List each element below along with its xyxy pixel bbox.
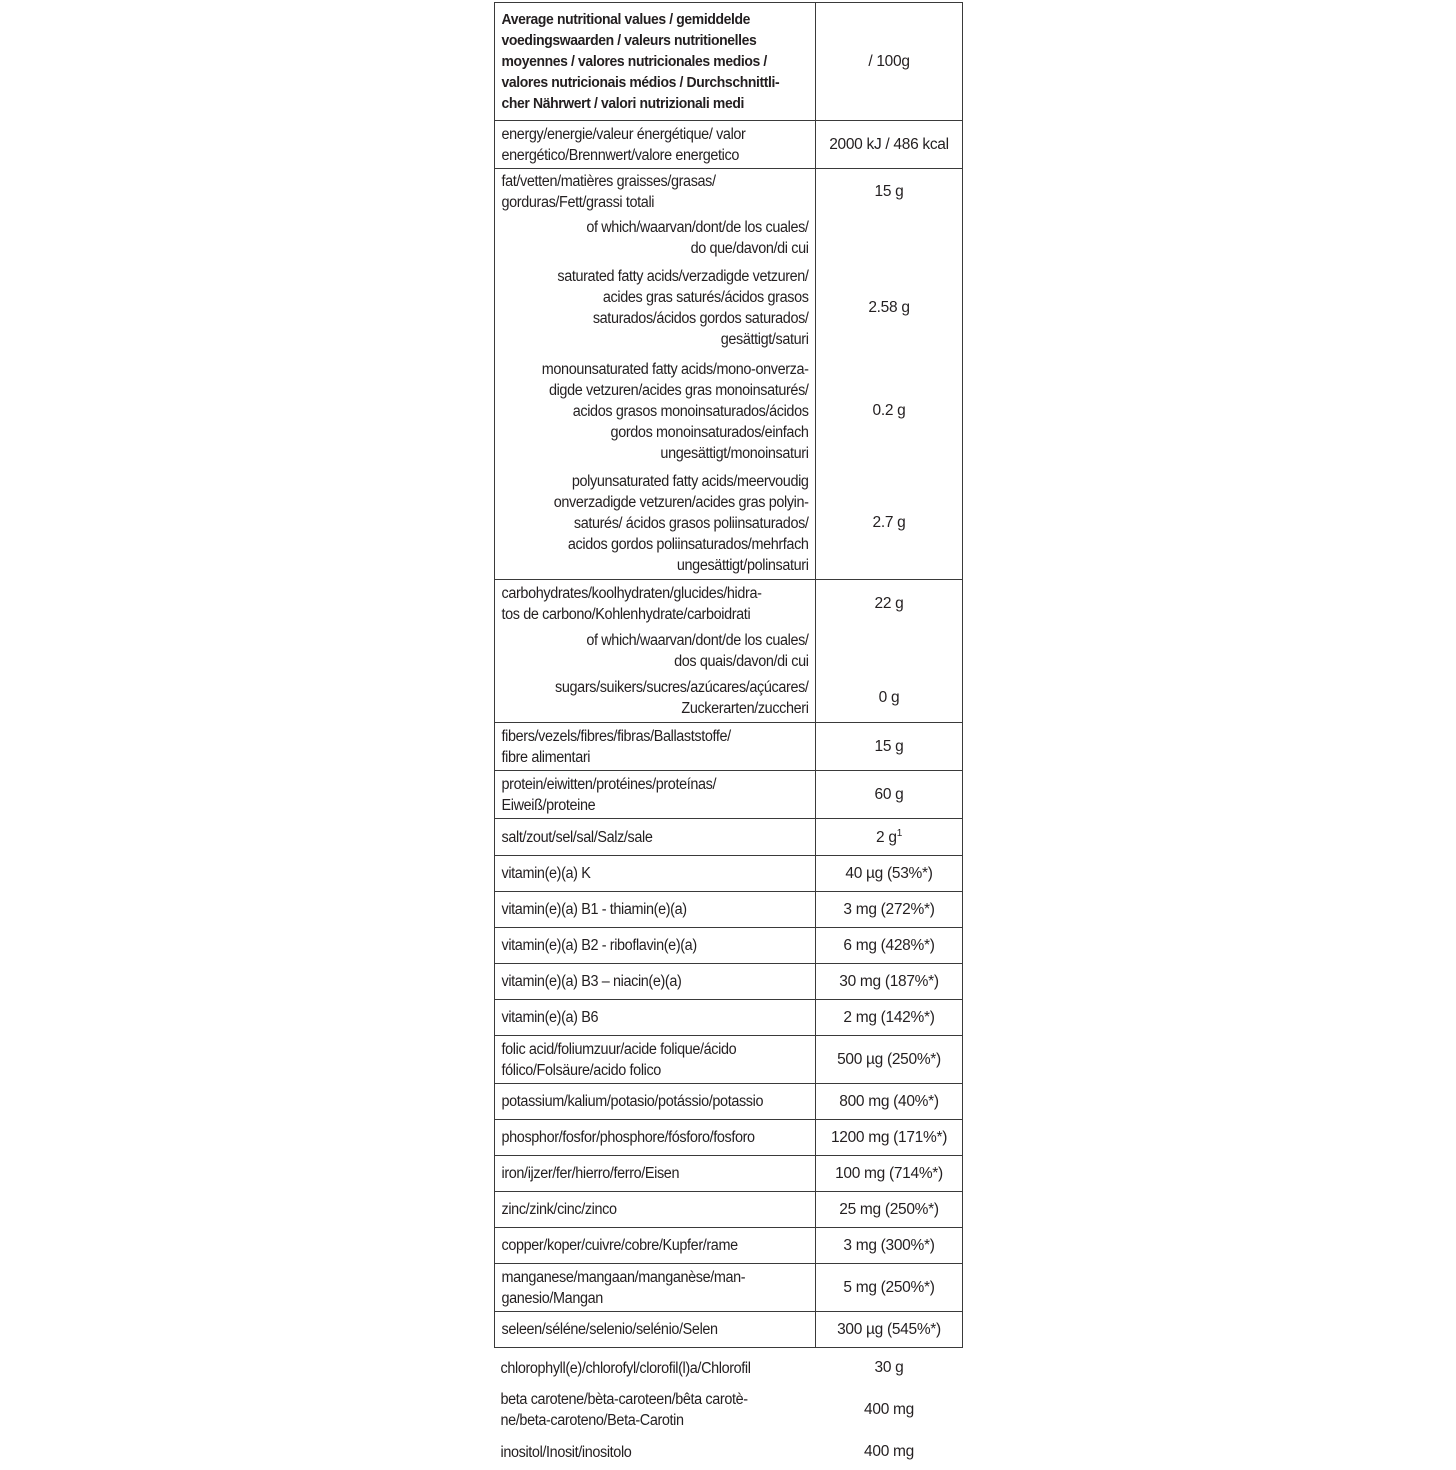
polyunsaturated-label: polyunsaturated fatty acids/meervoudig onverzadigde vetzuren/acides gras polyin- saturés/ ácidos grasos poliinsaturados/ acidos gordos poliinsaturados/mehrfach ungesättigt/polinsaturi — [553, 472, 809, 574]
carbs-group — [494, 580, 963, 723]
nutrient-row-vitamin-e-a-b1-thiamin-e-a — [494, 892, 963, 928]
energy-label: energy/energie/valeur énergétique/ valor energético/Brennwert/valore energetico — [501, 125, 746, 164]
saturated-label: saturated fatty acids/verzadigde vetzuren/ acides gras saturés/ácidos grasos saturados/ácidos gordos saturados/ gesättigt/saturi — [557, 268, 809, 348]
polyunsaturated-value: 2.7 g — [872, 514, 906, 531]
nutrient-value: 25 mg (250%*) — [839, 1200, 939, 1218]
monounsaturated-label: monounsaturated fatty acids/mono-onverza- digde vetzuren/acides gras monoinsaturés/ acidos grasos monoinsaturados/ácidos gordos monoinsaturados/einfach ungesättigt/monoinsaturi — [541, 360, 809, 462]
nutrient-label: vitamin(e)(a) B3 – niacin(e)(a) — [501, 973, 682, 990]
nutrient-label: vitamin(e)(a) K — [501, 865, 591, 882]
nutrient-row-manganese — [494, 1264, 963, 1312]
nutrient-label: manganese/mangaan/manganèse/man- ganesio/Mangan — [501, 1268, 746, 1307]
nutrient-value: 500 µg (250%*) — [837, 1050, 941, 1068]
nutrition-table — [494, 2, 963, 1470]
fibers-value: 15 g — [874, 737, 904, 755]
nutrient-row-chlorophyll-e — [494, 1350, 963, 1386]
protein-value: 60 g — [874, 785, 904, 803]
nutrient-value: 3 mg (300%*) — [843, 1236, 935, 1254]
salt-footnote: 1 — [896, 827, 902, 839]
nutrient-value: 40 µg (53%*) — [845, 864, 933, 882]
nutrient-row-vitamin-e-a-b3-niacin-e-a — [494, 964, 963, 1000]
nutrient-value: 400 mg — [864, 1401, 914, 1418]
header-label: Average nutritional values / gemiddelde voedingswaarden / valeurs nutritionelles moyennes / valores nutricionales medios / valores nutricionais médios / Durchschnittli- cher Nährwert / valori nutrizionali medi — [501, 11, 780, 112]
nutrient-label: iron/ijzer/fer/hierro/ferro/Eisen — [501, 1165, 680, 1182]
nutrient-value: 6 mg (428%*) — [843, 936, 935, 954]
nutrient-row-inositol — [494, 1434, 963, 1470]
nutrient-row-vitamin-e-a-b6 — [494, 1000, 963, 1036]
nutrient-row-vitamin-e-a-b2-riboflavin-e-a — [494, 928, 963, 964]
nutrient-row-seleen — [494, 1312, 963, 1348]
salt-row — [494, 819, 963, 856]
nutrient-row-beta-carotene — [494, 1386, 963, 1434]
nutrient-row-copper — [494, 1228, 963, 1264]
nutrient-value: 400 mg — [864, 1443, 914, 1460]
fat-label: fat/vetten/matières graisses/grasas/ gorduras/Fett/grassi totali — [501, 173, 716, 211]
fibers-row — [494, 723, 963, 771]
nutrient-row-folic-acid — [494, 1036, 963, 1084]
nutrient-value: 30 mg (187%*) — [839, 972, 939, 990]
nutrient-label: vitamin(e)(a) B1 - thiamin(e)(a) — [501, 901, 687, 918]
nutrient-value: 800 mg (40%*) — [839, 1092, 939, 1110]
nutrient-label: zinc/zink/cinc/zinco — [501, 1201, 617, 1218]
protein-row — [494, 771, 963, 819]
nutrient-value: 1200 mg (171%*) — [830, 1128, 948, 1146]
nutrient-row-vitamin-e-a-k — [494, 856, 963, 892]
nutrient-label: vitamin(e)(a) B6 — [501, 1009, 599, 1026]
sugars-value: 0 g — [878, 689, 900, 706]
fat-of-which-label: of which/waarvan/dont/de los cuales/ do que/davon/di cui — [586, 219, 809, 257]
nutrient-label: phosphor/fosfor/phosphore/fósforo/fosforo — [501, 1129, 755, 1146]
nutrient-label: beta carotene/bèta-caroteen/bêta carotè- ne/beta-caroteno/Beta-Carotin — [500, 1391, 748, 1429]
nutrient-label: folic acid/foliumzuur/acide folique/ácido fólico/Folsäure/acido folico — [501, 1040, 737, 1079]
energy-value: 2000 kJ / 486 kcal — [829, 135, 949, 153]
header-value: / 100g — [868, 52, 910, 70]
nutrient-value: 300 µg (545%*) — [837, 1320, 941, 1338]
nutrient-label: inositol/Inosit/inositolo — [500, 1443, 632, 1461]
carbs-of-which-label: of which/waarvan/dont/de los cuales/ dos quais/davon/di cui — [586, 632, 809, 670]
header-row — [494, 2, 963, 121]
nutrient-label: seleen/séléne/selenio/selénio/Selen — [501, 1321, 718, 1338]
nutrient-value: 2 mg (142%*) — [843, 1008, 935, 1026]
energy-row — [494, 121, 963, 169]
nutrient-label: potassium/kalium/potasio/potássio/potassio — [501, 1093, 764, 1110]
nutrient-label: vitamin(e)(a) B2 - riboflavin(e)(a) — [501, 937, 697, 954]
monounsaturated-value: 0.2 g — [872, 402, 906, 419]
sugars-label: sugars/suikers/sucres/azúcares/açúcares/ Zuckerarten/zuccheri — [555, 679, 809, 717]
fat-group — [494, 169, 963, 580]
salt-value: 2 $g^1$ — [876, 827, 902, 846]
saturated-value: 2.58 g — [868, 299, 910, 316]
nutrient-value: 30 g — [874, 1359, 904, 1376]
nutrient-value: 5 mg (250%*) — [843, 1278, 935, 1296]
nutrient-row-potassium — [494, 1084, 963, 1120]
fibers-label: fibers/vezels/fibres/fibras/Ballaststoffe/ fibre alimentari — [501, 727, 731, 766]
salt-label: salt/zout/sel/sal/Salz/sale — [501, 828, 653, 846]
fat-value: 15 g — [874, 183, 904, 200]
carbs-label: carbohydrates/koolhydraten/glucides/hidra- tos de carbono/Kohlenhydrate/carboidrati — [501, 585, 762, 623]
nutrient-row-iron — [494, 1156, 963, 1192]
nutrient-value: 3 mg (272%*) — [843, 900, 935, 918]
nutrient-label: chlorophyll(e)/chlorofyl/clorofil(l)a/Chlorofil — [500, 1359, 751, 1377]
nutrient-value: 100 mg (714%*) — [835, 1164, 943, 1182]
nutrient-row-zinc — [494, 1192, 963, 1228]
nutrient-label: copper/koper/cuivre/cobre/Kupfer/rame — [501, 1237, 738, 1254]
carbs-value: 22 g — [874, 595, 904, 612]
protein-label: protein/eiwitten/protéines/proteínas/ Eiweiß/proteine — [501, 775, 717, 814]
nutrient-row-phosphor — [494, 1120, 963, 1156]
